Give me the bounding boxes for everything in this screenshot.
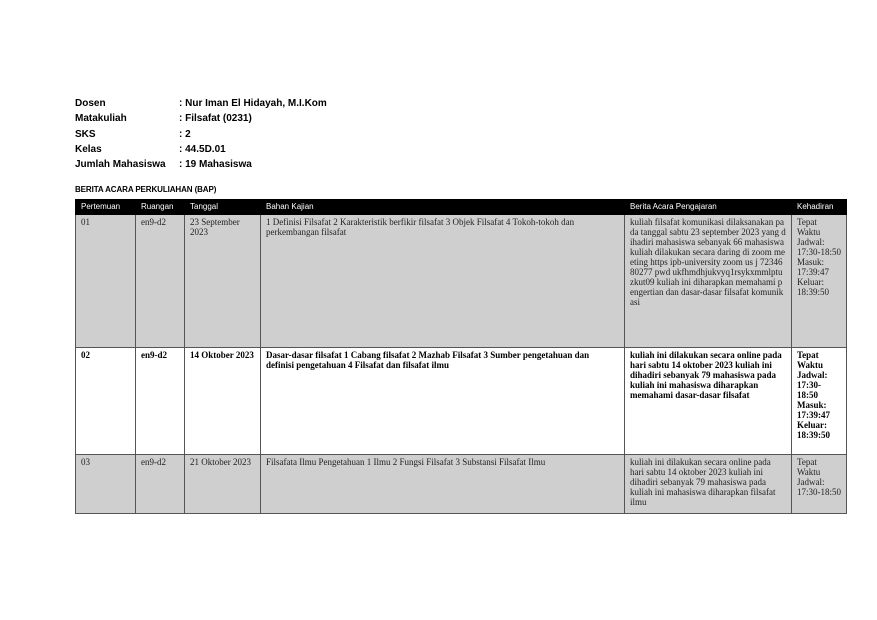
table-row <box>76 455 847 514</box>
info-row-dosen <box>75 96 327 111</box>
table-row <box>76 215 847 348</box>
info-row-kelas <box>75 142 327 157</box>
cell-ruangan: en9-d2 <box>136 348 185 455</box>
info-value: : 2 <box>179 128 191 140</box>
cell-kehadiran: Tepat Waktu Jadwal: 17:30-18:50 Masuk: 17:39:47 Keluar: 18:39:50 <box>792 348 847 455</box>
cell-tanggal: 14 Oktober 2023 <box>185 348 261 455</box>
bap-table <box>75 199 847 514</box>
cell-bahan-kajian: Dasar-dasar filsafat 1 Cabang filsafat 2 Mazhab Filsafat 3 Sumber pengetahuan dan definisi pengetahuan 4 Filsafat dan filsafat ilmu <box>261 348 625 455</box>
info-value: : 44.5D.01 <box>179 143 226 155</box>
cell-ruangan: en9-d2 <box>136 215 185 348</box>
course-info <box>75 96 327 172</box>
cell-pertemuan: 01 <box>76 215 136 348</box>
cell-tanggal: 23 September 2023 <box>185 215 261 348</box>
info-row-matakuliah <box>75 111 327 126</box>
cell-tanggal: 21 Oktober 2023 <box>185 455 261 514</box>
info-row-sks <box>75 127 327 142</box>
cell-pertemuan: 03 <box>76 455 136 514</box>
info-value: : Nur Iman El Hidayah, M.I.Kom <box>179 98 327 109</box>
cell-berita-acara: kuliah ini dilakukan secara online pada hari sabtu 14 oktober 2023 kuliah ini dihadiri sebanyak 79 mahasiswa pada kuliah ini mahasiswa diharapkan memahami dasar-dasar filsafat <box>625 348 792 455</box>
cell-berita-acara: kuliah filsafat komunikasi dilaksanakan pada tanggal sabtu 23 september 2023 yang dihadiri mahasiswa sebanyak 66 mahasiswa kuliah dilakukan secara daring di zoom meeting https ipb-university zoom us j 7234680277 pwd ukfhmdhjukvyq1rsykxmmlptuzkut09 kuliah ini diharapkan memahami pengertian dan dasar-dasar filsafat komunikasi <box>625 215 792 348</box>
table-header-row <box>76 200 847 215</box>
column-header-tanggal: Tanggal <box>185 200 261 215</box>
column-header-pertemuan: Pertemuan <box>76 200 136 215</box>
info-value: : Filsafat (0231) <box>179 113 252 125</box>
cell-berita-acara: kuliah ini dilakukan secara online pada hari sabtu 14 oktober 2023 kuliah ini dihadiri sebanyak 79 mahasiswa pada kuliah ini mahasiswa diharapkan filsafat ilmu <box>625 455 792 514</box>
column-header-berita-acara: Berita Acara Pengajaran <box>625 200 792 215</box>
column-header-kehadiran: Kehadiran <box>792 200 847 215</box>
cell-pertemuan: 02 <box>76 348 136 455</box>
cell-kehadiran: Tepat Waktu Jadwal: 17:30-18:50 <box>792 455 847 514</box>
table-row <box>76 348 847 455</box>
bap-title: BERITA ACARA PERKULIAHAN (BAP) <box>75 185 217 194</box>
cell-kehadiran: Tepat Waktu Jadwal: 17:30-18:50 Masuk: 17:39:47 Keluar: 18:39:50 <box>792 215 847 348</box>
cell-bahan-kajian: Filsafata Ilmu Pengetahuan 1 Ilmu 2 Fungsi Filsafat 3 Substansi Filsafat Ilmu <box>261 455 625 514</box>
column-header-bahan-kajian: Bahan Kajian <box>261 200 625 215</box>
info-label: Kelas <box>75 143 102 155</box>
info-label: Jumlah Mahasiswa <box>75 159 166 171</box>
info-label: Matakuliah <box>75 113 127 125</box>
column-header-ruangan: Ruangan <box>136 200 185 215</box>
cell-ruangan: en9-d2 <box>136 455 185 514</box>
cell-bahan-kajian: 1 Definisi Filsafat 2 Karakteristik berfikir filsafat 3 Objek Filsafat 4 Tokoh-tokoh dan perkembangan filsafat <box>261 215 625 348</box>
info-value: : 19 Mahasiswa <box>179 159 252 171</box>
info-label: Dosen <box>75 98 106 109</box>
info-row-jumlah-mahasiswa <box>75 157 327 172</box>
info-label: SKS <box>75 128 96 140</box>
